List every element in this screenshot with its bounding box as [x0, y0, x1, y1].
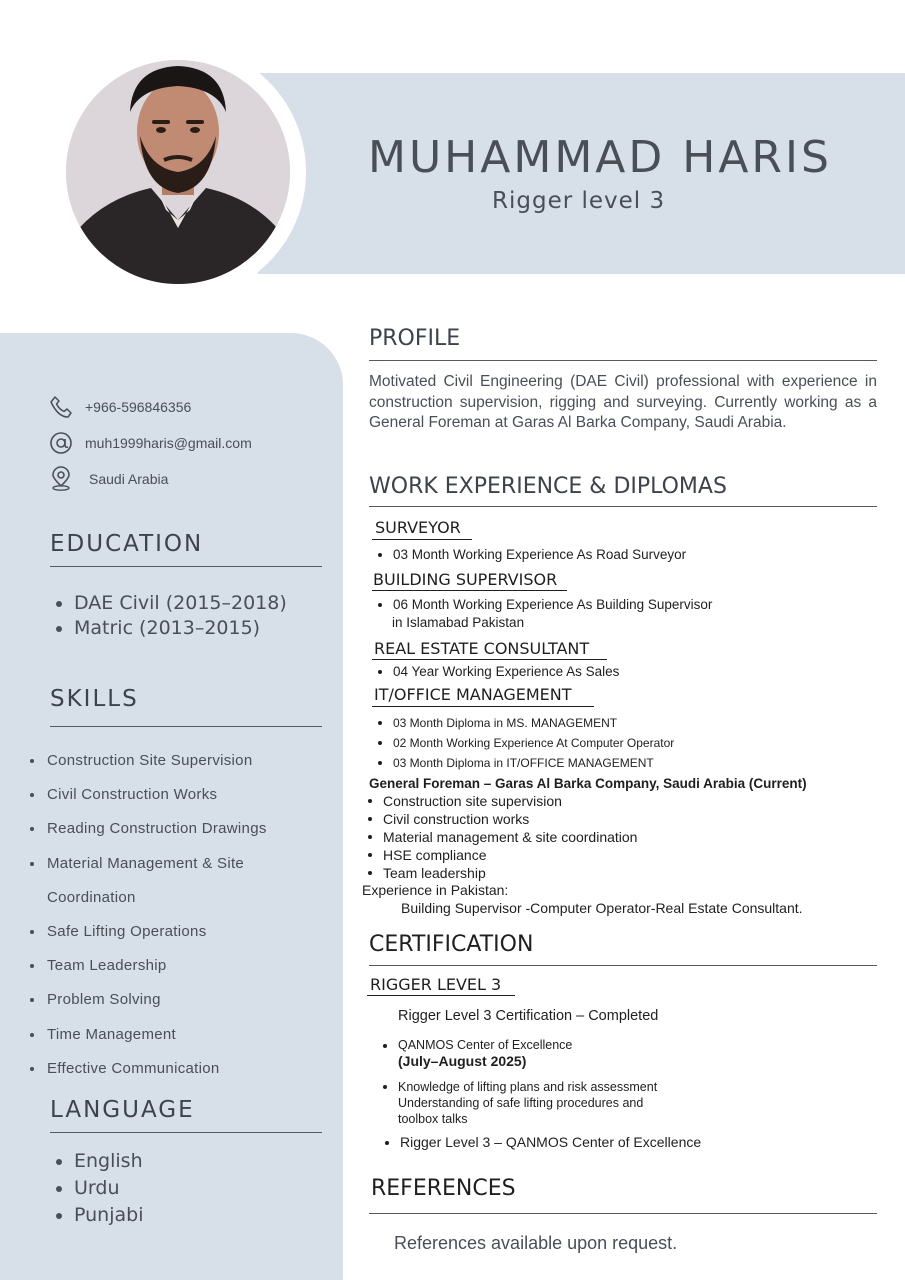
profile-summary: Motivated Civil Engineering (DAE Civil) professional with experience in construction supervision, rigging and surveying. Currently working as a General Foreman at Garas Al Barka Company, Saudi Arabia.	[369, 373, 877, 431]
list-item: Team Leadership	[28, 949, 328, 983]
building-supervisor-list	[376, 596, 712, 613]
person-name: MUHAMMAD HARIS	[368, 132, 832, 183]
certification-knowledge-line: Understanding of safe lifting procedures and	[398, 1096, 644, 1110]
it-management-underline	[372, 706, 594, 707]
list-item: 02 Month Working Experience At Computer Operator	[376, 733, 674, 753]
pakistan-experience-text: Building Supervisor -Computer Operator-Real Estate Consultant.	[401, 900, 803, 916]
list-item: English	[52, 1148, 143, 1175]
work-heading: WORK EXPERIENCE & DIPLOMAS	[369, 474, 727, 499]
list-item: Construction Site Supervision	[28, 744, 328, 778]
profile-divider	[369, 360, 877, 361]
list-item: 03 Month Diploma in IT/OFFICE MANAGEMENT	[376, 753, 674, 773]
list-item: Punjabi	[52, 1202, 143, 1229]
building-supervisor-underline	[372, 590, 567, 591]
location-text: Saudi Arabia	[89, 471, 169, 487]
it-management-title: IT/OFFICE MANAGEMENT	[374, 685, 572, 704]
certification-divider	[369, 965, 877, 966]
current-job-title: General Foreman – Garas Al Barka Company, Saudi Arabia (Current)	[369, 776, 807, 791]
certification-dates: (July–August 2025)	[398, 1053, 527, 1069]
pakistan-experience-label: Experience in Pakistan:	[362, 882, 509, 898]
education-divider	[50, 566, 322, 567]
list-item: 04 Year Working Experience As Sales	[376, 663, 619, 680]
references-heading: REFERENCES	[371, 1176, 516, 1201]
skills-divider	[50, 726, 322, 727]
certification-center-list	[381, 1038, 572, 1053]
certification-heading: CERTIFICATION	[369, 932, 534, 957]
skills-list	[28, 744, 328, 1086]
phone-icon	[48, 394, 74, 420]
surveyor-title: SURVEYOR	[375, 518, 461, 537]
it-management-list	[376, 713, 674, 773]
list-item: 03 Month Diploma in MS. MANAGEMENT	[376, 713, 674, 733]
certification-subtitle-underline	[367, 995, 515, 996]
contact-phone[interactable]	[48, 394, 191, 420]
list-item: Rigger Level 3 – QANMOS Center of Excellence	[383, 1134, 701, 1151]
list-item: Knowledge of lifting plans and risk assessment	[381, 1079, 657, 1095]
list-item: Effective Communication	[28, 1052, 328, 1086]
list-item: Urdu	[52, 1175, 143, 1202]
list-item: 03 Month Working Experience As Road Surveyor	[376, 546, 686, 563]
surveyor-underline	[372, 539, 472, 540]
certification-final-list	[383, 1134, 701, 1151]
references-text: References available upon request.	[394, 1233, 678, 1253]
list-item: Civil Construction Works	[28, 778, 328, 812]
certification-knowledge-list	[381, 1079, 657, 1095]
education-heading: EDUCATION	[50, 531, 204, 557]
real-estate-list	[376, 663, 619, 680]
list-item: Material management & site coordination	[366, 828, 637, 846]
language-heading: LANGUAGE	[50, 1097, 195, 1123]
surveyor-list	[376, 546, 686, 563]
list-item: DAE Civil (2015–2018)	[52, 591, 287, 616]
at-icon	[48, 430, 74, 456]
contact-email[interactable]	[48, 430, 252, 456]
skills-heading: SKILLS	[50, 686, 139, 712]
list-item: Matric (2013–2015)	[52, 616, 287, 641]
language-divider	[50, 1132, 322, 1133]
list-item: Problem Solving	[28, 983, 328, 1017]
list-item: Material Management & Site	[28, 847, 328, 881]
building-supervisor-title: BUILDING SUPERVISOR	[373, 570, 558, 589]
list-item: HSE compliance	[366, 846, 637, 864]
list-item: QANMOS Center of Excellence	[381, 1038, 572, 1053]
map-pin-icon	[48, 466, 74, 492]
real-estate-underline	[372, 659, 607, 660]
certification-status: Rigger Level 3 Certification – Completed	[398, 1008, 659, 1024]
list-item: Civil construction works	[366, 810, 637, 828]
list-item: Safe Lifting Operations	[28, 915, 328, 949]
list-item: Time Management	[28, 1018, 328, 1052]
work-divider	[369, 506, 877, 507]
profile-photo	[66, 60, 290, 284]
profile-heading: PROFILE	[369, 326, 461, 351]
email-address: muh1999haris@gmail.com	[85, 435, 252, 451]
list-item-continuation: Coordination	[47, 888, 136, 906]
list-item: 06 Month Working Experience As Building Supervisor	[376, 596, 712, 613]
references-divider	[369, 1213, 877, 1214]
contact-location	[48, 466, 168, 492]
building-supervisor-location: in Islamabad Pakistan	[392, 615, 525, 630]
list-item: Construction site supervision	[366, 792, 637, 810]
current-job-list	[366, 792, 637, 882]
language-list	[52, 1148, 143, 1229]
certification-subtitle: RIGGER LEVEL 3	[370, 975, 502, 994]
education-list	[52, 591, 287, 641]
phone-number: +966-596846356	[85, 399, 192, 415]
certification-knowledge-line: toolbox talks	[398, 1112, 468, 1126]
list-item: Team leadership	[366, 864, 637, 882]
list-item: Reading Construction Drawings	[28, 812, 328, 846]
real-estate-title: REAL ESTATE CONSULTANT	[374, 639, 590, 658]
job-title: Rigger level 3	[492, 188, 666, 214]
